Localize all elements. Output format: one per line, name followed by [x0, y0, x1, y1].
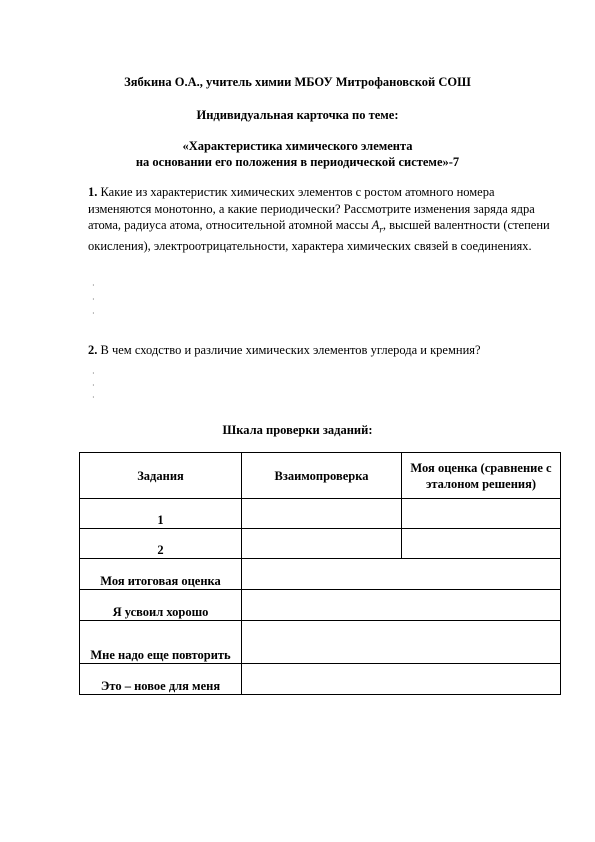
table-row	[80, 559, 561, 590]
answer-dot: ·	[92, 309, 95, 318]
answer-dot: ·	[92, 281, 95, 290]
assessment-table	[79, 452, 561, 695]
question-2-number: 2.	[88, 343, 98, 357]
scale-title: Шкала проверки заданий:	[222, 423, 373, 437]
answer-dot: ·	[92, 393, 95, 402]
self-grade-cell[interactable]	[402, 529, 561, 559]
mass-symbol: A	[371, 218, 380, 232]
mass-subscript: r	[379, 224, 383, 235]
self-grade-cell[interactable]	[402, 499, 561, 529]
summary-value-cell[interactable]	[242, 590, 561, 621]
table-row	[80, 664, 561, 695]
author-line: Зябкина О.А., учитель химии МБОУ Митрофановской СОШ	[124, 75, 471, 89]
question-1	[88, 184, 558, 255]
question-2-text: В чем сходство и различие химических элементов углерода и кремния?	[97, 343, 481, 357]
card-title: Индивидуальная карточка по теме:	[196, 108, 399, 122]
topic-line-2: на основании его положения в периодической системе»-7	[135, 155, 460, 169]
answer-dot: ·	[92, 369, 95, 378]
summary-label-cell: Я усвоил хорошо	[80, 590, 242, 621]
header-peer-check: Взаимопроверка	[242, 453, 402, 499]
question-1-number: 1.	[88, 185, 98, 199]
question-1-text-before: Какие из характеристик химических элементов с ростом атомного номера изменяются монотонно, а какие периодически? Рассмотрите изменения заряда ядра атома, радиуса атома, относительной атомной массы	[88, 185, 535, 232]
header-tasks: Задания	[80, 453, 242, 499]
task-number-cell: 1	[80, 499, 242, 529]
summary-label-cell: Моя итоговая оценка	[80, 559, 242, 590]
summary-value-cell[interactable]	[242, 559, 561, 590]
header-self-grade: Моя оценка (сравнение с эталоном решения)	[402, 453, 561, 499]
topic-line-1: «Характеристика химического элемента	[182, 139, 413, 153]
table-row	[80, 621, 561, 664]
summary-value-cell[interactable]	[242, 664, 561, 695]
summary-value-cell[interactable]	[242, 621, 561, 664]
table-row	[80, 529, 561, 559]
table-header-row	[80, 453, 561, 499]
answer-dot: ·	[92, 381, 95, 390]
question-1-text-after: , высшей валентности (степени окисления), электроотрицательности, характера химических связей в соединениях.	[88, 218, 550, 253]
table-row	[80, 499, 561, 529]
question-2	[88, 342, 558, 359]
answer-dot: ·	[92, 295, 95, 304]
summary-label-cell: Это – новое для меня	[80, 664, 242, 695]
task-number-cell: 2	[80, 529, 242, 559]
table-row	[80, 590, 561, 621]
summary-label-cell: Мне надо еще повторить	[80, 621, 242, 664]
peer-check-cell[interactable]	[242, 529, 402, 559]
peer-check-cell[interactable]	[242, 499, 402, 529]
